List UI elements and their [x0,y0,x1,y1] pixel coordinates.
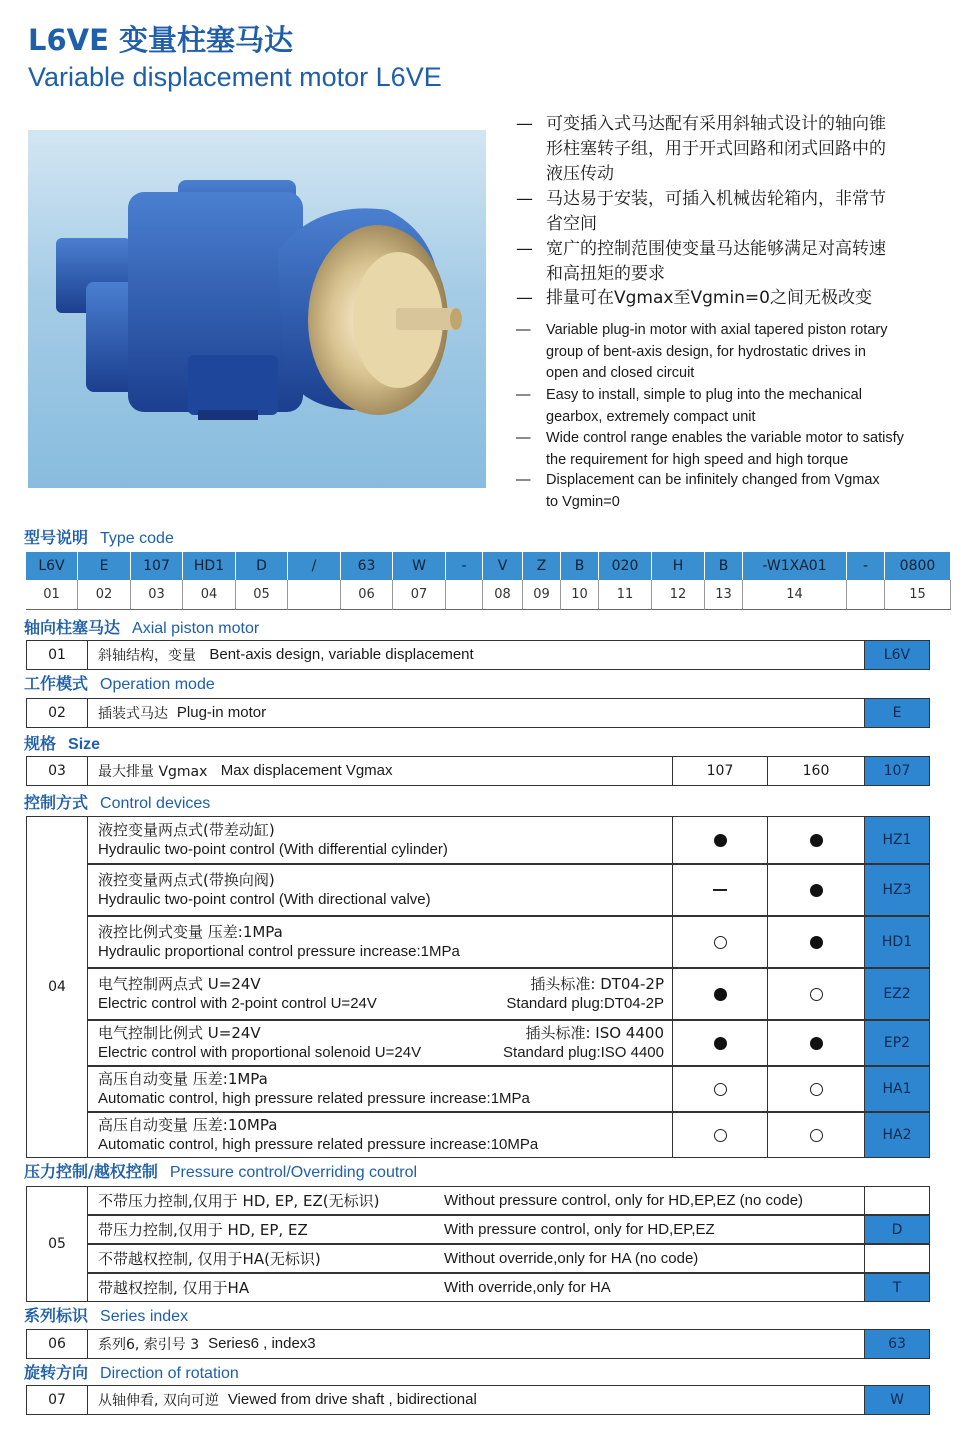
availability-160-mark [810,834,823,847]
control-desc-en: Hydraulic proportional control pressure increase:1MPa [98,943,460,960]
title-cn: L6VE 变量柱塞马达 [28,23,294,57]
availability-160 [767,816,865,864]
control-code: HA2 [864,1112,930,1158]
control-desc-cn: 高压自动变量 压差:10MPa [98,1116,278,1134]
plug-standard-en: Standard plug:ISO 4400 [503,1044,664,1061]
availability-107-mark [714,1083,727,1096]
typecode-code-cell: L6V [26,552,78,580]
typecode-number-cell: 08 [483,580,523,610]
bullet-cn-2: — 马达易于安装，可插入机械齿轮箱内，非常节 省空间 [516,189,886,234]
availability-107-mark [714,936,727,949]
section-heading-typecode: 型号说明 Type code [24,528,174,547]
pressure-desc-en: With override,only for HA [444,1278,611,1296]
pressure-code [864,1244,930,1273]
row-num-02: 02 [26,698,88,728]
availability-107-mark [714,1129,727,1142]
availability-107 [672,816,768,864]
typecode-number-cell: 04 [183,580,236,610]
typecode-number-cell [847,580,885,610]
control-code: HD1 [864,916,930,968]
availability-160 [767,968,865,1020]
availability-107 [672,1112,768,1158]
typecode-code-cell: B [561,552,599,580]
typecode-number-cell [288,580,341,610]
control-desc-cn: 高压自动变量 压差:1MPa [98,1070,268,1088]
typecode-number-cell: 13 [705,580,743,610]
availability-107-mark [713,889,727,891]
row-desc-01: 斜轴结构，变量 Bent-axis design, variable displacement [87,640,865,670]
row-code-01: L6V [864,640,930,670]
typecode-number-cell: 07 [393,580,446,610]
control-devices-table [87,816,930,1158]
section-heading-04: 控制方式 Control devices [24,793,211,812]
pressure-row-desc [87,1244,865,1273]
section-heading-03: 规格 Size [24,734,101,753]
control-row-desc [87,968,673,1020]
pressure-desc-cn: 带越权控制, 仅用于HA [98,1279,250,1297]
pressure-desc-cn: 不带压力控制,仅用于 HD, EP, EZ(无标识) [98,1192,380,1210]
availability-107 [672,1066,768,1112]
pressure-desc-cn: 不带越权控制, 仅用于HA(无标识) [98,1250,321,1268]
pressure-row-desc [87,1215,865,1244]
section-heading-06: 系列标识 Series index [24,1306,189,1325]
typecode-code-cell: 0800 [885,552,951,580]
availability-160-mark [810,1083,823,1096]
control-row-desc [87,1020,673,1066]
row-code-02: E [864,698,930,728]
control-row-desc [87,1066,673,1112]
plug-standard-cn: 插头标准: DT04-2P [530,975,664,993]
availability-107-mark [714,988,727,1001]
typecode-code-cell: V [483,552,523,580]
row-num-04: 04 [26,816,88,1158]
control-code: EP2 [864,1020,930,1066]
availability-107 [672,968,768,1020]
availability-160-mark [810,1037,823,1050]
section-heading-07: 旋转方向 Direction of rotation [24,1363,239,1382]
section-heading-01: 轴向柱塞马达 Axial piston motor [24,618,260,637]
typecode-table [26,552,936,610]
control-code: HZ1 [864,816,930,864]
pressure-desc-en: Without pressure control, only for HD,EP,EZ (no code) [444,1191,804,1209]
typecode-code-cell: D [236,552,288,580]
control-desc-cn: 液控变量两点式(带差动缸) [98,821,275,839]
bullet-en-2: — Easy to install, simple to plug into the mechanical gearbox, extremely compact unit [516,387,862,425]
typecode-code-cell: E [78,552,131,580]
typecode-number-cell: 05 [236,580,288,610]
availability-160 [767,864,865,916]
typecode-number-cell: 12 [652,580,705,610]
plug-standard-en: Standard plug:DT04-2P [506,995,664,1012]
pressure-code: T [864,1273,930,1302]
typecode-number-cell: 02 [78,580,131,610]
typecode-code-cell: Z [523,552,561,580]
motor-illustration [28,130,486,488]
control-desc-cn: 液控比例式变量 压差:1MPa [98,923,283,941]
bullet-en-4: — Displacement can be infinitely changed from Vgmax to Vgmin=0 [516,472,880,510]
availability-160 [767,1112,865,1158]
pressure-desc-cn: 带压力控制,仅用于 HD, EP, EZ [98,1221,308,1239]
control-row-desc [87,916,673,968]
row-desc-06: 系列6, 索引号 3 Series6 , index3 [87,1329,865,1359]
availability-107 [672,1020,768,1066]
control-desc-en: Automatic control, high pressure related pressure increase:10MPa [98,1136,539,1153]
row-code-07: W [864,1385,930,1415]
row-num-05: 05 [26,1186,88,1302]
typecode-code-cell: -W1XA01 [743,552,847,580]
control-desc-cn: 电气控制两点式 U=24V [98,975,261,993]
control-row-desc [87,1112,673,1158]
control-row-desc [87,864,673,916]
plug-standard-cn: 插头标准: ISO 4400 [525,1024,664,1042]
pressure-desc-en: Without override,only for HA (no code) [444,1249,699,1267]
pressure-control-table [87,1186,930,1302]
control-desc-cn: 液控变量两点式(带换向阀) [98,871,275,889]
typecode-code-cell: - [446,552,483,580]
typecode-code-cell: 63 [341,552,393,580]
control-desc-cn: 电气控制比例式 U=24V [98,1024,261,1042]
bullet-cn-1: — 可变插入式马达配有采用斜轴式设计的轴向锥 形柱塞转子组，用于开式回路和闭式回路中的 液压传动 [516,114,886,184]
typecode-number-cell: 06 [341,580,393,610]
row-code-06: 63 [864,1329,930,1359]
availability-107-mark [714,834,727,847]
row-desc-02: 插装式马达 Plug-in motor [87,698,865,728]
control-desc-en: Electric control with 2-point control U=24V [98,995,377,1012]
bullet-cn-4: — 排量可在Vgmax至Vgmin=0之间无极改变 [516,288,872,308]
typecode-code-cell: HD1 [183,552,236,580]
row-num-03: 03 [26,756,88,786]
motor-photo [28,130,486,488]
typecode-number-cell: 15 [885,580,951,610]
typecode-number-cell: 10 [561,580,599,610]
typecode-code-cell: 107 [131,552,183,580]
pressure-desc-en: With pressure control, only for HD,EP,EZ [444,1220,715,1238]
title-en: Variable displacement motor L6VE [28,62,442,92]
row-code-03: 107 [864,756,930,786]
pressure-row-desc [87,1273,865,1302]
row-num-06: 06 [26,1329,88,1359]
availability-107-mark [714,1037,727,1050]
availability-160-mark [810,1129,823,1142]
typecode-number-cell: 03 [131,580,183,610]
bullet-cn-3: — 宽广的控制范围使变量马达能够满足对高转速 和高扭矩的要求 [516,239,886,284]
section-heading-02: 工作模式 Operation mode [24,674,215,693]
availability-160 [767,1066,865,1112]
typecode-number-cell: 01 [26,580,78,610]
availability-160-mark [810,884,823,897]
typecode-code-cell: H [652,552,705,580]
control-desc-en: Hydraulic two-point control (With directional valve) [98,891,431,908]
availability-160-mark [810,988,823,1001]
row-desc-03: 最大排量 Vgmax Max displacement Vgmax [87,756,673,786]
availability-160 [767,1020,865,1066]
availability-107 [672,916,768,968]
availability-107 [672,864,768,916]
pressure-code [864,1186,930,1215]
bullet-en-1: — Variable plug-in motor with axial tapered piston rotary group of bent-axis design, for hydrostatic drives in open and closed circuit [516,322,888,381]
control-code: HZ3 [864,864,930,916]
pressure-row-desc [87,1186,865,1215]
typecode-code-cell: - [847,552,885,580]
typecode-number-cell: 09 [523,580,561,610]
control-code: EZ2 [864,968,930,1020]
pressure-code: D [864,1215,930,1244]
typecode-code-cell: B [705,552,743,580]
row-num-07: 07 [26,1385,88,1415]
size-107: 107 [672,756,768,786]
typecode-number-cell: 11 [599,580,652,610]
bullet-en-3: — Wide control range enables the variable motor to satisfy the requirement for high speed and high torque [516,430,904,468]
row-num-01: 01 [26,640,88,670]
typecode-code-cell: / [288,552,341,580]
control-desc-en: Automatic control, high pressure related pressure increase:1MPa [98,1090,530,1107]
section-heading-05: 压力控制/越权控制 Pressure control/Overriding coutrol [24,1162,418,1181]
control-desc-en: Hydraulic two-point control (With differential cylinder) [98,841,448,858]
typecode-code-cell: 020 [599,552,652,580]
typecode-code-cell: W [393,552,446,580]
control-row-desc [87,816,673,864]
typecode-number-cell [446,580,483,610]
row-desc-07: 从轴伸看, 双向可逆 Viewed from drive shaft , bidirectional [87,1385,865,1415]
size-160: 160 [767,756,865,786]
availability-160-mark [810,936,823,949]
typecode-number-cell: 14 [743,580,847,610]
control-code: HA1 [864,1066,930,1112]
availability-160 [767,916,865,968]
control-desc-en: Electric control with proportional solenoid U=24V [98,1044,422,1061]
